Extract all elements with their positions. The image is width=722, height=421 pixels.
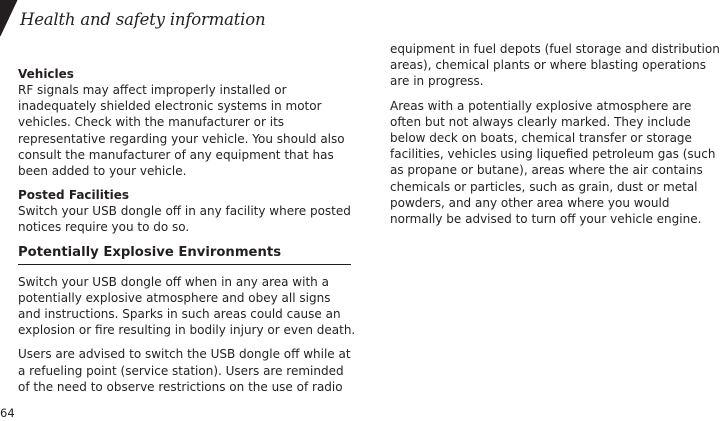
continued-paragraph: equipment in fuel depots (fuel storage and distribution areas), chemical plants or where blasting operations are in progress. (390, 42, 720, 89)
explosive-paragraph-2: Users are advised to switch the USB dongle off while at a refueling point (service station). Users are reminded of the need to observe restrictions on the use of radio (18, 347, 351, 394)
explosive-paragraph-1: Switch your USB dongle off when in any area with a potentially explosive atmosphere and obey all signs and instructions. Sparks in such areas could cause an explosion or fire resulting in bodily injury or even death. (18, 274, 356, 338)
right-column (390, 41, 722, 235)
posted-facilities-heading: Posted Facilities (18, 188, 129, 203)
vehicles-paragraph: RF signals may affect improperly installed or inadequately shielded electronic systems in motor vehicles. Check with the manufacturer or its representative regarding your vehicle. You should also consult the manufacturer of any equipment that has been added to your vehicle. (18, 83, 345, 179)
left-column (18, 66, 356, 403)
page-header-title: Health and safety information (20, 10, 266, 29)
posted-facilities-paragraph: Switch your USB dongle off in any facility where posted notices require you to do so. (18, 204, 351, 235)
page-header (0, 0, 722, 44)
page-number: 64 (0, 406, 15, 420)
explosive-areas-paragraph: Areas with a potentially explosive atmosphere are often but not always clearly marked. They include below deck on boats, chemical transfer or storage facilities, vehicles using liquefied petroleum gas (such as propane or butane), areas where the air contains chemicals or particles, such as grain, dust or metal powders, and any other area where you would normally be advised to turn off your vehicle engine. (390, 98, 716, 227)
vehicles-heading: Vehicles (18, 67, 74, 81)
explosive-environments-title: Potentially Explosive Environments (18, 244, 351, 265)
